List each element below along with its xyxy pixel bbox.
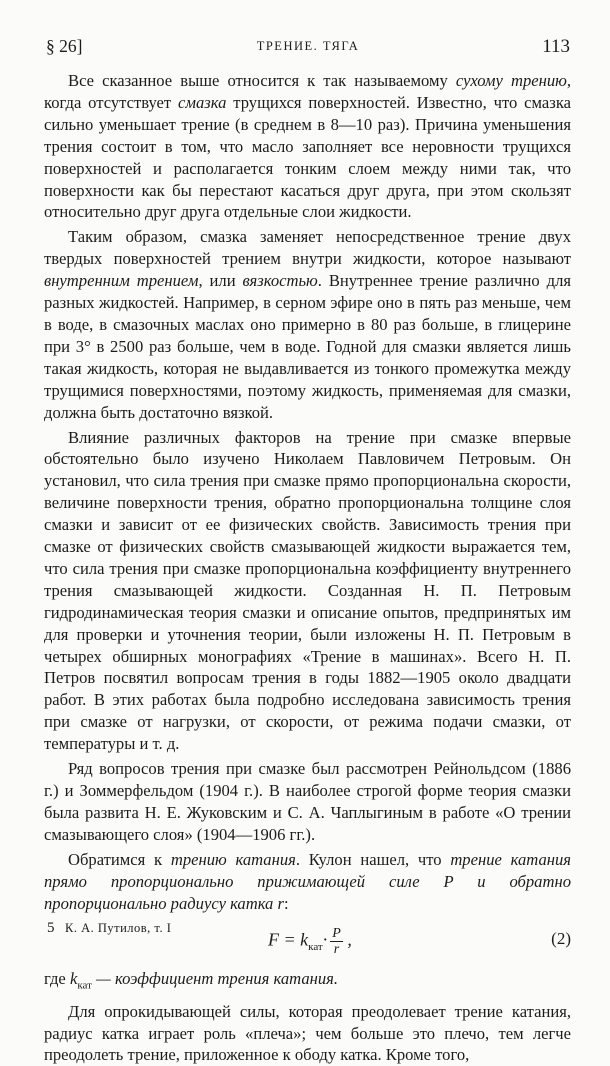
signature-number: 5	[47, 920, 55, 936]
text-body	[44, 70, 571, 1066]
running-title: ТРЕНИЕ. ТЯГА	[256, 39, 360, 53]
formula-fraction: $\frac{P}{r}$	[332, 926, 341, 958]
equation-number: (2)	[551, 929, 571, 949]
paragraph-dry-friction: Все сказанное выше относится к так называемому сухому трению, когда отсутствует смазка трущихся поверхностей. Известно, что смазка сильно уменьшает трение (в среднем в 8—10 раз). Причина уменьшения трения состоит в том, что масло заполняет все неровности трущихся поверхностей и располагается тонким слоем между ними так, что поверхности как бы перестают касаться друг друга, при этом скользят относительно друг друга отдельные слои жидкости.	[44, 71, 572, 222]
signature-text: К. А. Путилов, т. I	[65, 921, 172, 935]
section-ref: § 26]	[46, 36, 83, 56]
running-header	[46, 36, 570, 60]
formula-explanation: где $k_{кат}$ — коэффициент трения катания.	[44, 969, 339, 992]
page-number: 113	[542, 36, 570, 57]
paragraph-rolling-friction: Обратимся к трению катания. Кулон нашел, что трение катания прямо пропорционально прижимающей силе P и обратно пропорционально радиусу катка r:	[44, 849, 571, 913]
paragraph-petrov: Влияние различных факторов на трение при смазке впервые обстоятельно было изучено Николаем Павловичем Петровым. Он установил, что сила трения при смазке прямо пропорциональна скорости, величине поверхности трения, обратно пропорциональна толщине слоя смазки и зависит от ее физических свойств. Зависимость трения при смазке от физических свойств смазывающей жидкости выражается тем, что сила трения при смазке пропорциональна коэффициенту внутреннего трения смазывающей жидкости. Созданная Н. П. Петровым гидродинамическая теория смазки и описание опытов, предпринятых им для проверки и уточнения теории, были изложены Н. П. Петровым в четырех обширных монографиях «Трение в машинах». Всего Н. П. Петров посвятил вопросам трения в годы 1882—1905 около двадцати работ. В этих работах была подробно исследована зависимость трения при смазке от нагрузки, от скорости, от режима подачи смазки, от температуры и т. д.	[44, 427, 571, 754]
paragraph-reynolds: Ряд вопросов трения при смазке был рассмотрен Рейнольдсом (1886 г.) и Зоммерфельдом (1904 г.). В наиболее строгой форме теория смазки была развита Н. Е. Жуковским и С. А. Чаплыгиным в работе «О трении смазывающего слоя» (1904—1906 гг.).	[44, 759, 571, 844]
paragraph-tipping-force: Для опрокидывающей силы, которая преодолевает трение катания, радиус катка играет роль «плеча»; чем больше это плечо, тем легче преодолеть трение, приложенное к ободу катка. Кроме того,	[44, 1001, 571, 1065]
formula-expression: $F = k_{кат}\cdot$ $\frac{P}{r}$ ,	[268, 926, 352, 958]
footer-signature	[47, 920, 171, 937]
paragraph-viscosity: Таким образом, смазка заменяет непосредственное трение двух твердых поверхностей трением внутри жидкости, которое называют внутренним трением, или вязкостью. Внутреннее трение различно для разных жидкостей. Например, в серном эфире оно в пять раз меньше, чем в воде, в смазочных маслах оно примерно в 80 раз больше, в глицерине при 3° в 2500 раз больше, чем в воде. Годной для смазки является лишь такая жидкость, которая не выдавливается из тонкого промежутка между трущимися поверхностями, поэтому жидкость, применяемая для смазки, должна быть достаточно вязкой.	[44, 227, 571, 422]
